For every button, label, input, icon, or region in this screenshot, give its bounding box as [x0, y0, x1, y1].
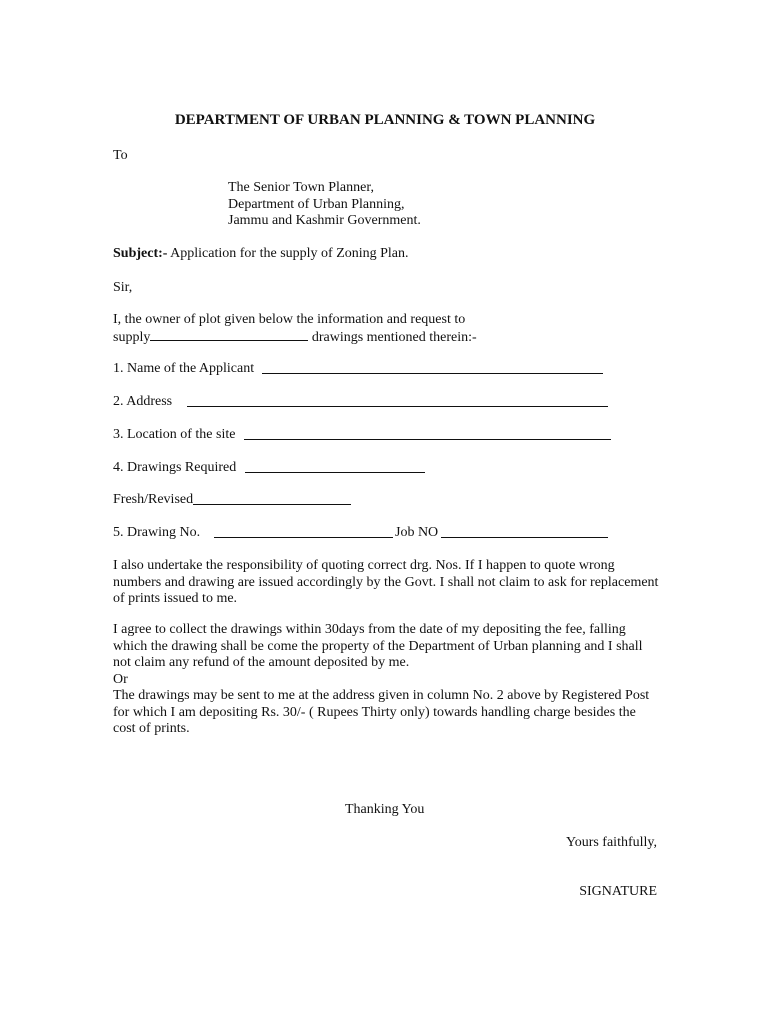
agreement-line-6: for which I am depositing Rs. 30/- ( Rupees Thirty only) towards handling charge besides the: [113, 704, 636, 720]
drawings-required-label: 4. Drawings Required: [113, 460, 237, 475]
fresh-revised-label: Fresh/Revised: [113, 492, 194, 507]
agreement-line-3: not claim any refund of the amount deposited by me.: [113, 655, 410, 670]
closing-text: Yours faithfully,: [565, 835, 657, 850]
document-title: DEPARTMENT OF URBAN PLANNING & TOWN PLANNING: [174, 112, 596, 128]
drawings-required-field[interactable]: [245, 472, 425, 473]
supply-label: supply: [113, 330, 151, 345]
fresh-revised-field[interactable]: [193, 504, 351, 505]
agreement-line-2: which the drawing shall be come the property of the Department of Urban planning and I shall: [113, 638, 643, 654]
agreement-line-7: cost of prints.: [113, 721, 190, 736]
thanking-text: Thanking You: [345, 802, 425, 817]
subject-line: [113, 246, 409, 262]
undertaking-line-2: numbers and drawing are issued accordingly by the Govt. I shall not claim to ask for replacement: [113, 574, 659, 590]
salutation: Sir,: [113, 280, 133, 295]
addressee-line-2: Department of Urban Planning,: [228, 197, 405, 212]
addressee-line-1: The Senior Town Planner,: [228, 180, 374, 195]
subject-label: Subject:-: [113, 246, 168, 261]
agreement-or: Or: [113, 671, 128, 687]
undertaking-paragraph: [113, 558, 673, 608]
address-label: 2. Address: [113, 394, 173, 409]
drawings-mentioned-text: drawings mentioned therein:-: [308, 330, 477, 345]
undertaking-line-1: I also undertake the responsibility of quoting correct drg. Nos. If I happen to quote wrong: [113, 558, 615, 573]
site-location-field[interactable]: [244, 439, 611, 440]
signature-label: SIGNATURE: [579, 884, 657, 899]
to-label: To: [113, 148, 128, 163]
applicant-name-label: 1. Name of the Applicant: [113, 361, 255, 376]
address-field[interactable]: [187, 406, 608, 407]
site-location-label: 3. Location of the site: [113, 427, 236, 442]
agreement-paragraph: [113, 622, 673, 738]
intro-line-1: I, the owner of plot given below the information and request to: [113, 312, 466, 327]
supply-field[interactable]: [150, 328, 308, 341]
addressee-line-3: Jammu and Kashmir Government.: [228, 213, 421, 228]
intro-line-2: [113, 328, 477, 346]
drawing-no-field[interactable]: [214, 537, 393, 538]
job-no-label: Job NO: [395, 525, 439, 540]
undertaking-line-3: of prints issued to me.: [113, 591, 238, 606]
job-no-field[interactable]: [441, 537, 608, 538]
drawing-no-label: 5. Drawing No.: [113, 525, 201, 540]
agreement-line-1: I agree to collect the drawings within 30days from the date of my depositing the fee, falling: [113, 622, 626, 637]
subject-text: Application for the supply of Zoning Plan.: [167, 246, 409, 261]
applicant-name-field[interactable]: [262, 373, 603, 374]
agreement-line-5: The drawings may be sent to me at the address given in column No. 2 above by Registered Post: [113, 688, 650, 703]
